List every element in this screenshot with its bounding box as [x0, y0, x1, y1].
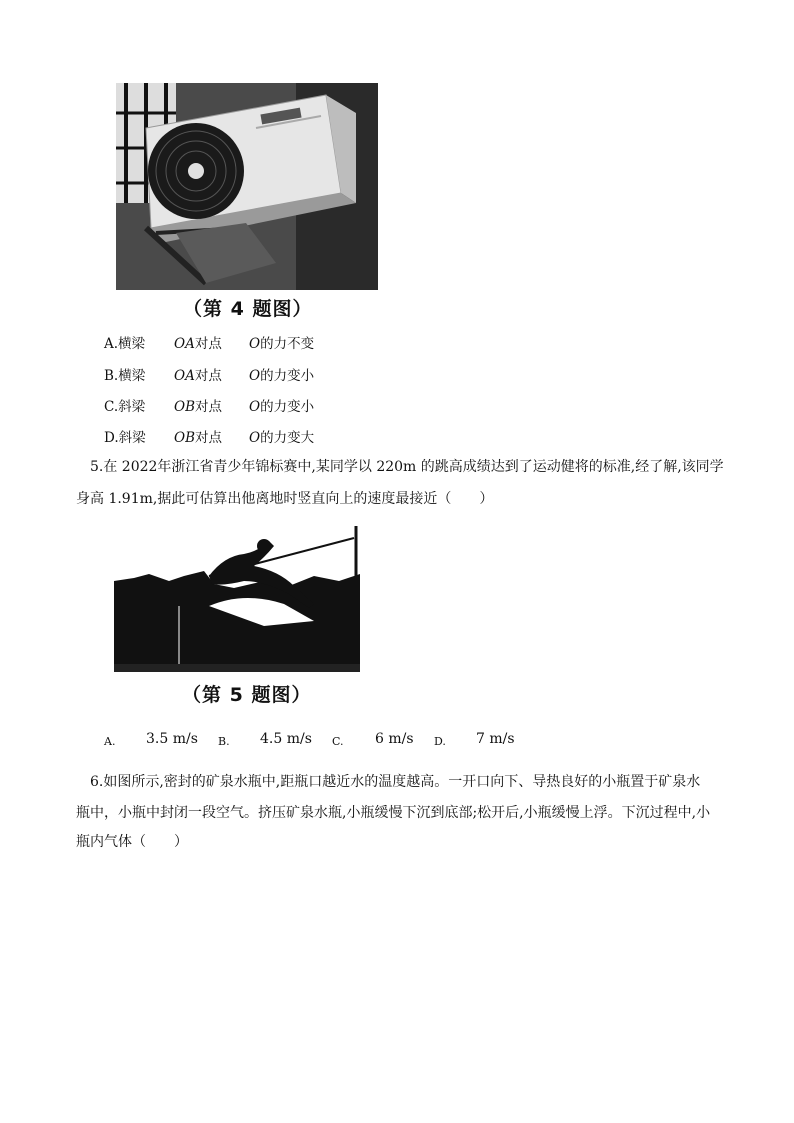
choice-label: A. [104, 735, 116, 748]
choice-d[interactable] [434, 733, 446, 749]
choice-label: B. [218, 735, 230, 748]
question-6-line-3: 瓶内气体（ ） [76, 834, 188, 850]
point-variable: O [249, 368, 261, 384]
choice-a-value: 3.5 m/s [146, 731, 198, 747]
point-variable: O [249, 336, 261, 352]
choice-b-value: 4.5 m/s [260, 731, 312, 747]
option-text: 的力变小 [260, 368, 315, 384]
beam-variable: OB对点 [174, 430, 222, 446]
option-label: B.横梁 [104, 368, 146, 384]
option-label: D.斜梁 [104, 430, 146, 446]
option-label: A.横梁 [104, 336, 146, 352]
beam-variable: OA对点 [174, 368, 222, 384]
choice-label: C. [332, 735, 344, 748]
option-d[interactable] [104, 426, 314, 446]
choice-label: D. [434, 735, 446, 748]
option-a[interactable] [104, 332, 314, 352]
option-text: 的力不变 [260, 336, 315, 352]
choice-a[interactable] [104, 733, 115, 749]
question-5-line-1: 5.在 2022年浙江省青少年锦标赛中,某同学以 220m 的跳高成绩达到了运动健将的标准,经了解,该同学 [90, 459, 724, 475]
figure-4-caption: （第 4 题图） [183, 298, 313, 320]
question-5-line-2: 身高 1.91m,据此可估算出他离地时竖直向上的速度最接近（ ） [76, 491, 494, 507]
point-variable: O [249, 399, 261, 415]
choice-c[interactable] [332, 733, 344, 749]
question-6-line-1: 6.如图所示,密封的矿泉水瓶中,距瓶口越近水的温度越高。一开口向下、导热良好的小瓶置于矿泉水 [90, 774, 701, 790]
choice-c-value: 6 m/s [375, 731, 414, 747]
option-text: 的力变小 [260, 399, 315, 415]
point-variable: O [249, 430, 261, 446]
ac-unit-photo [116, 83, 378, 290]
choice-d-value: 7 m/s [476, 731, 515, 747]
high-jump-photo [114, 526, 360, 672]
question-6-line-2: 瓶中，小瓶中封闭一段空气。挤压矿泉水瓶,小瓶缓慢下沉到底部;松开后,小瓶缓慢上浮。下沉过程中,小 [76, 805, 711, 821]
option-label: C.斜梁 [104, 399, 146, 415]
beam-variable: OA对点 [174, 336, 222, 352]
choice-b[interactable] [218, 733, 230, 749]
option-c[interactable] [104, 395, 314, 415]
option-b[interactable] [104, 364, 314, 384]
option-text: 的力变大 [260, 430, 315, 446]
figure-5-caption: （第 5 题图） [182, 684, 312, 706]
beam-variable: OB对点 [174, 399, 222, 415]
